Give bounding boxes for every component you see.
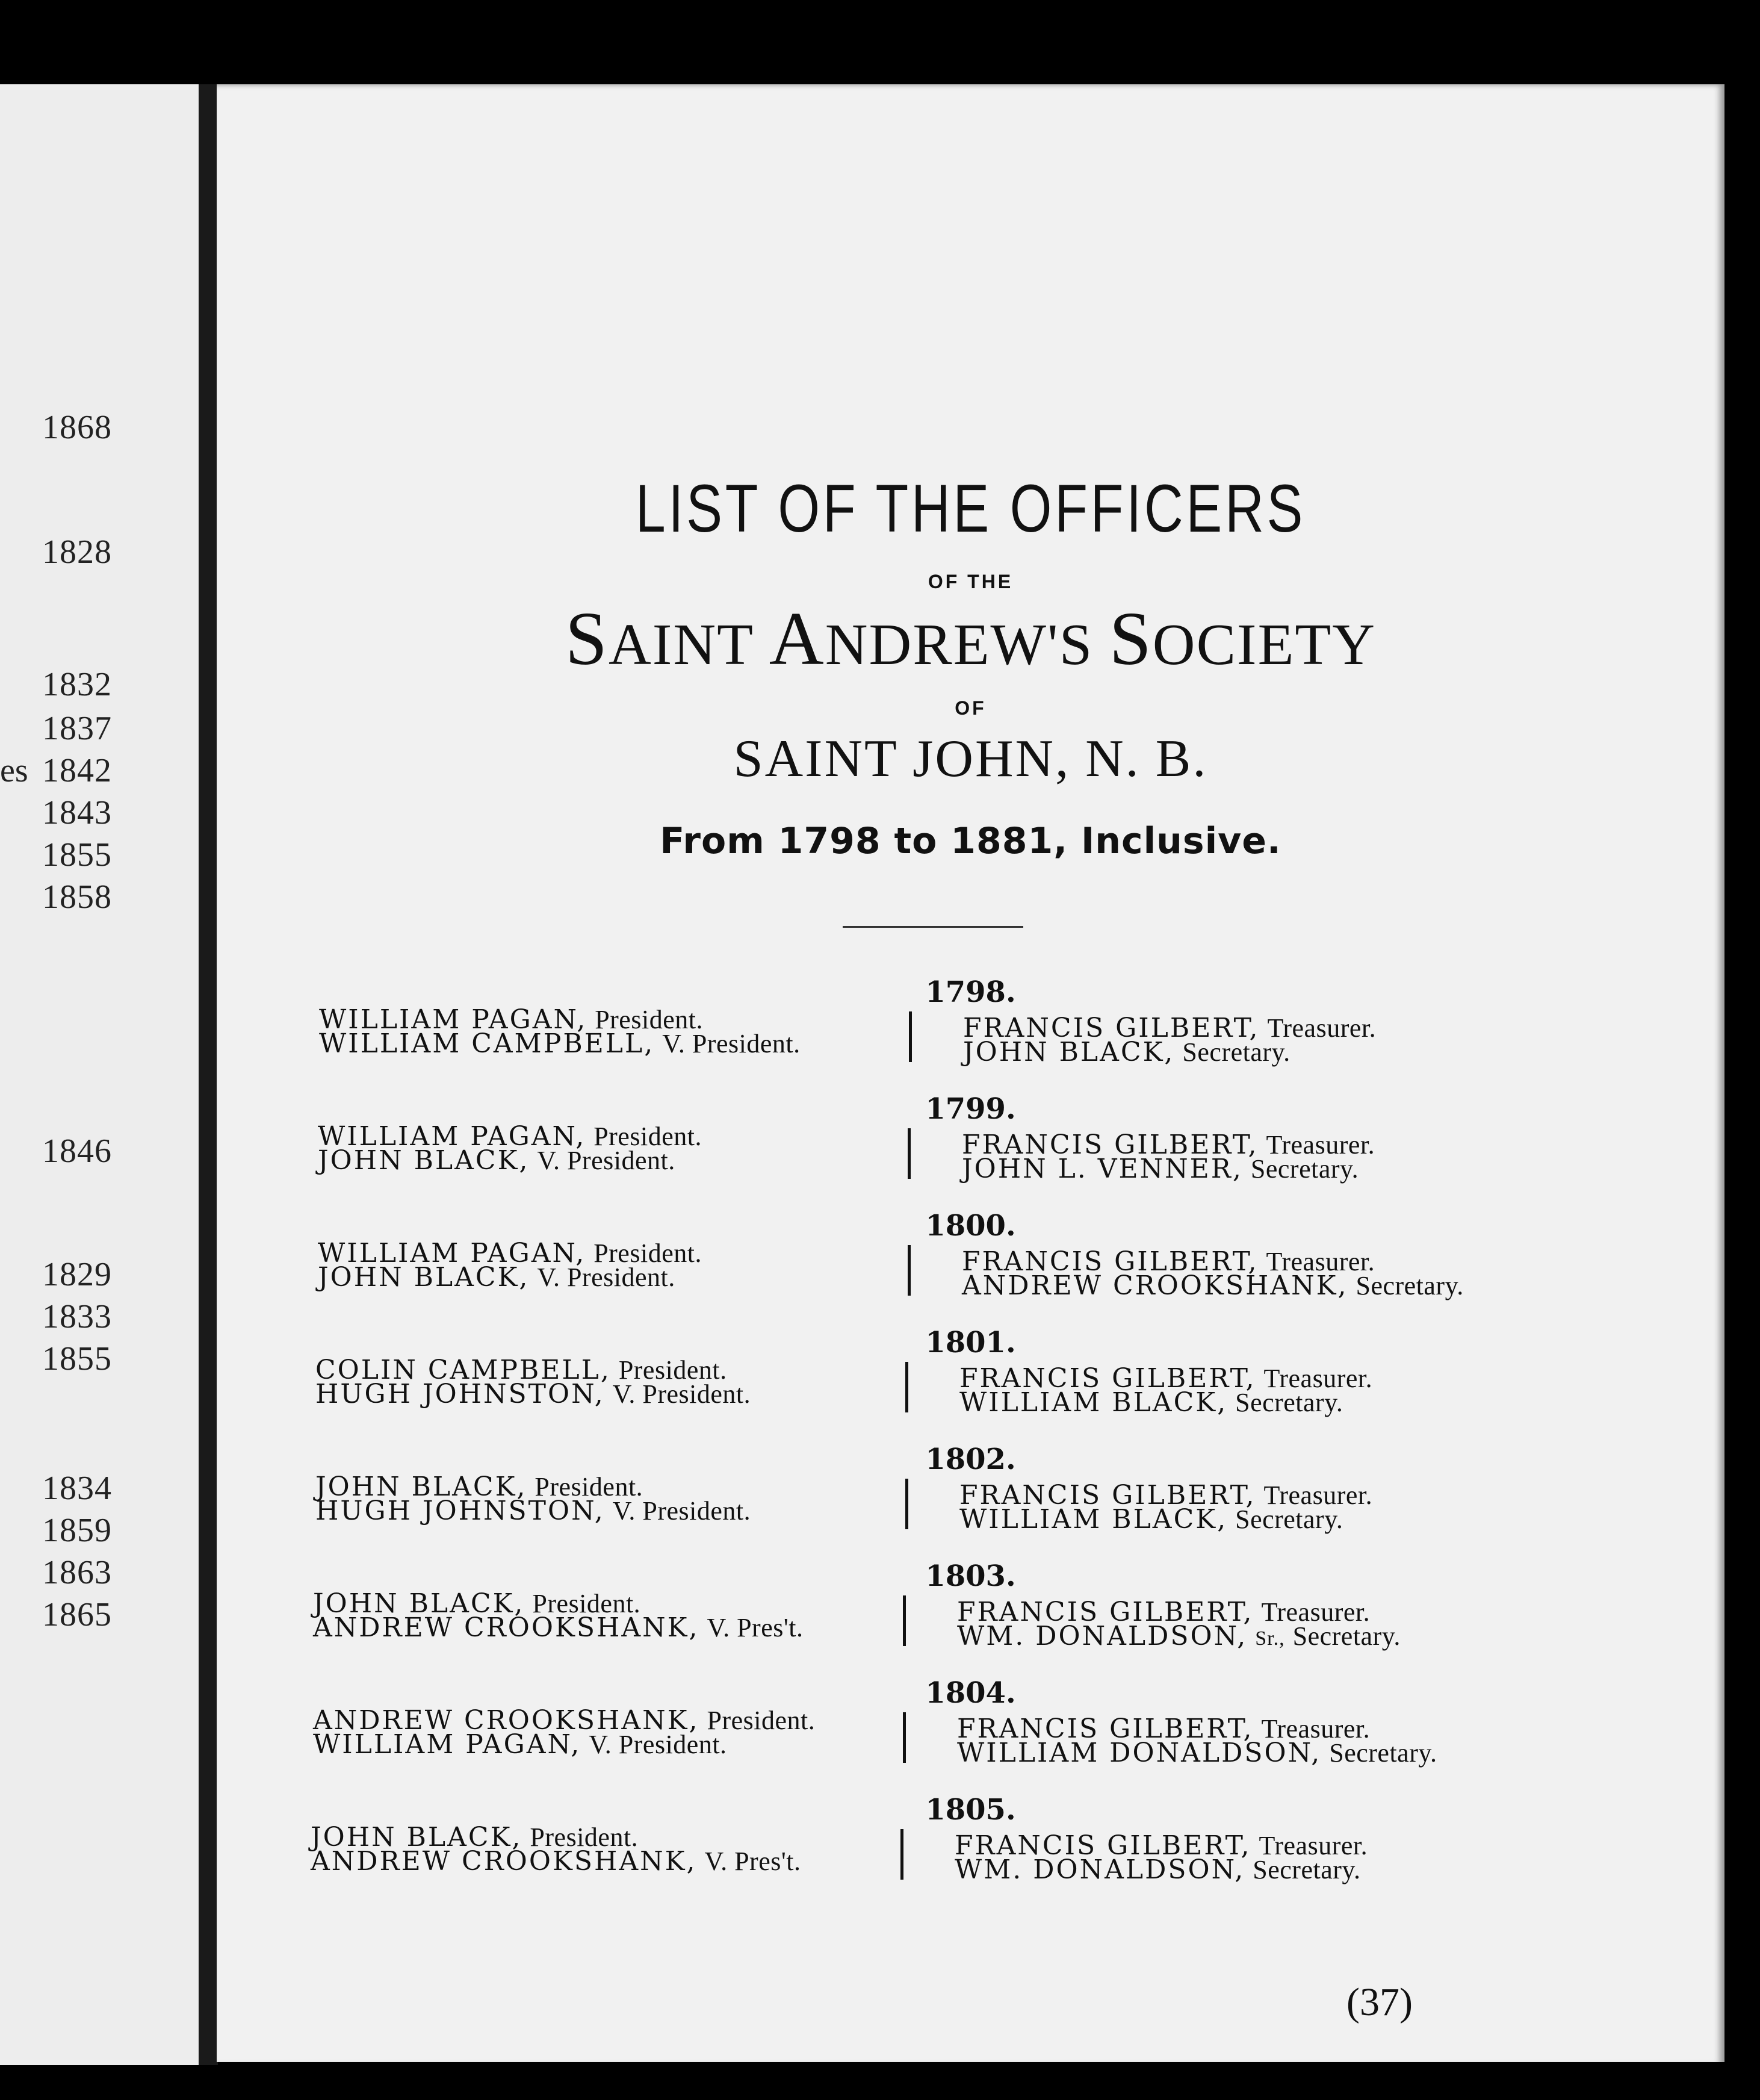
- officer-role: President.: [530, 1822, 639, 1852]
- officer-name: FRANCIS GILBERT,: [957, 1713, 1254, 1744]
- title-of: OF: [955, 697, 987, 719]
- officer-line-left: [313, 1729, 727, 1760]
- officer-role: Secretary.: [1182, 1037, 1291, 1067]
- title-city: SAINT JOHN, N. B.: [733, 730, 1208, 788]
- officer-name: WILLIAM DONALDSON,: [957, 1738, 1322, 1768]
- initial-cap: S: [565, 597, 609, 681]
- margin-year: 1868: [42, 409, 112, 446]
- officer-line-right: [959, 1504, 1343, 1535]
- column-separator: [908, 1245, 911, 1296]
- officer-line-right: [955, 1854, 1361, 1885]
- officer-name: ANDREW CROOKSHANK,: [311, 1846, 697, 1877]
- column-separator: [903, 1595, 906, 1646]
- officer-name: WILLIAM PAGAN,: [319, 1004, 587, 1035]
- officer-name: JOHN BLACK,: [315, 1471, 527, 1502]
- officer-name: HUGH JOHNSTON,: [315, 1379, 605, 1409]
- initial-cap: A: [769, 597, 825, 681]
- officer-name: WM. DONALDSON,: [957, 1621, 1248, 1651]
- year-heading: 1798.: [925, 975, 1016, 1009]
- officer-role: V. President.: [589, 1730, 727, 1759]
- officer-role: V. Pres't.: [704, 1847, 801, 1876]
- officer-line-left: [319, 1028, 801, 1059]
- margin-year: 1863: [42, 1554, 112, 1591]
- officer-line-right: [962, 1270, 1464, 1301]
- officer-name: WM. DONALDSON,: [955, 1854, 1245, 1885]
- officer-name: FRANCIS GILBERT,: [959, 1363, 1256, 1394]
- officer-line-right: [959, 1387, 1343, 1418]
- margin-year: 1843: [42, 794, 112, 831]
- officer-role: V. President.: [612, 1496, 751, 1526]
- officer-name: FRANCIS GILBERT,: [962, 1129, 1259, 1160]
- margin-year: 1842: [42, 752, 112, 789]
- officer-role: Treasurer.: [1266, 1247, 1375, 1276]
- margin-year: 1858: [42, 878, 112, 916]
- officer-role: President.: [707, 1706, 816, 1735]
- officer-role: Secretary.: [1250, 1154, 1359, 1184]
- officer-role: Secretary.: [1292, 1621, 1401, 1651]
- officer-name: JOHN L. VENNER,: [962, 1154, 1243, 1184]
- officer-role: Treasurer.: [1266, 1130, 1375, 1160]
- margin-year: 1865: [42, 1596, 112, 1633]
- officer-role: President.: [595, 1005, 703, 1034]
- officer-name: WILLIAM CAMPBELL,: [319, 1028, 655, 1059]
- officer-role: Treasurer.: [1263, 1480, 1373, 1510]
- small-caps: AINT: [609, 612, 769, 677]
- officer-role: President.: [593, 1238, 702, 1268]
- officer-name: HUGH JOHNSTON,: [315, 1496, 605, 1526]
- officer-name: WILLIAM PAGAN,: [318, 1121, 586, 1152]
- officer-role: Treasurer.: [1261, 1597, 1371, 1627]
- document-page: [217, 84, 1724, 2062]
- officer-role: V. President.: [537, 1263, 675, 1292]
- year-heading: 1802.: [925, 1443, 1016, 1476]
- officer-role: President.: [593, 1122, 702, 1151]
- officer-name: JOHN BLACK,: [963, 1037, 1175, 1067]
- officer-line-left: [313, 1612, 804, 1643]
- title-of-the: OF THE: [928, 571, 1014, 592]
- officer-role: Treasurer.: [1259, 1831, 1368, 1860]
- margin-year: 1829: [42, 1256, 112, 1293]
- margin-year: 1833: [42, 1298, 112, 1335]
- margin-year: 1846: [42, 1132, 112, 1170]
- officer-line-left: [315, 1496, 751, 1526]
- officer-name: WILLIAM PAGAN,: [318, 1238, 586, 1269]
- title-date-range: From 1798 to 1881, Inclusive.: [660, 820, 1281, 862]
- officer-line-right: [957, 1621, 1401, 1651]
- officer-name: ANDREW CROOKSHANK,: [313, 1705, 699, 1736]
- officer-line-right: [963, 1037, 1291, 1067]
- officer-name: FRANCIS GILBERT,: [955, 1830, 1251, 1861]
- officer-role: Treasurer.: [1261, 1714, 1371, 1744]
- officer-name: FRANCIS GILBERT,: [959, 1480, 1256, 1511]
- year-heading: 1800.: [925, 1209, 1016, 1243]
- officer-line-left: [318, 1262, 675, 1293]
- officer-line-right: [962, 1154, 1359, 1184]
- column-separator: [908, 1128, 911, 1179]
- officer-role: Secretary.: [1235, 1505, 1343, 1534]
- officer-name: JOHN BLACK,: [313, 1588, 525, 1619]
- margin-year: 1828: [42, 533, 112, 571]
- officer-name: JOHN BLACK,: [311, 1822, 522, 1853]
- margin-year: 1837: [42, 710, 112, 747]
- year-heading: 1805.: [925, 1793, 1016, 1827]
- officer-role: Secretary.: [1356, 1271, 1464, 1300]
- officer-role: V. Pres't.: [707, 1613, 804, 1642]
- left-page-fragment: [0, 84, 218, 2065]
- margin-year: 1832: [42, 666, 112, 703]
- officer-name: COLIN CAMPBELL,: [315, 1355, 611, 1385]
- officer-name: ANDREW CROOKSHANK,: [313, 1612, 699, 1643]
- year-heading: 1803.: [925, 1559, 1016, 1593]
- officer-role: V. President.: [612, 1379, 751, 1409]
- officer-line-left: [315, 1379, 751, 1409]
- officer-name: WILLIAM BLACK,: [959, 1504, 1228, 1535]
- officer-role: Secretary.: [1253, 1855, 1361, 1884]
- officer-name: JOHN BLACK,: [318, 1145, 530, 1176]
- officer-role: Treasurer.: [1263, 1364, 1373, 1393]
- officer-name: FRANCIS GILBERT,: [963, 1013, 1260, 1043]
- year-heading: 1799.: [925, 1092, 1016, 1126]
- officer-line-right: [957, 1738, 1437, 1768]
- margin-year: 1855: [42, 1340, 112, 1378]
- officer-role: Treasurer.: [1267, 1013, 1377, 1043]
- margin-year: 1859: [42, 1512, 112, 1549]
- divider-rule: [843, 926, 1023, 928]
- margin-fragment: es: [0, 752, 28, 789]
- column-separator: [905, 1479, 908, 1529]
- initial-cap: S: [1109, 597, 1153, 681]
- officer-line-left: [311, 1846, 801, 1877]
- officer-name: FRANCIS GILBERT,: [957, 1597, 1254, 1627]
- title-line-1: LIST OF THE OFFICERS: [635, 471, 1306, 546]
- small-caps: OCIETY: [1152, 612, 1377, 677]
- page-number: (37): [1346, 1980, 1413, 2024]
- officer-role: Secretary.: [1235, 1388, 1343, 1417]
- column-separator: [909, 1011, 912, 1062]
- officer-name: FRANCIS GILBERT,: [962, 1246, 1259, 1277]
- column-separator: [900, 1829, 903, 1880]
- officer-role: President.: [535, 1472, 643, 1502]
- margin-year: 1834: [42, 1470, 112, 1507]
- officer-role: Secretary.: [1329, 1738, 1437, 1768]
- year-heading: 1804.: [925, 1676, 1016, 1710]
- small-caps: NDREW'S: [825, 612, 1109, 677]
- officer-name: WILLIAM PAGAN,: [313, 1729, 581, 1760]
- officer-line-left: [318, 1145, 675, 1176]
- officer-role: President.: [618, 1355, 727, 1385]
- senior-suffix: Sr.,: [1255, 1627, 1285, 1650]
- book-gutter: [199, 84, 218, 2065]
- officer-name: WILLIAM BLACK,: [959, 1387, 1228, 1418]
- officer-name: ANDREW CROOKSHANK,: [962, 1270, 1348, 1301]
- column-separator: [905, 1362, 908, 1412]
- year-heading: 1801.: [925, 1326, 1016, 1359]
- column-separator: [903, 1712, 906, 1763]
- officer-role: V. President.: [537, 1146, 675, 1175]
- officer-name: JOHN BLACK,: [318, 1262, 530, 1293]
- officer-role: V. President.: [662, 1029, 801, 1058]
- officer-role: President.: [532, 1589, 641, 1618]
- title-society-name: [217, 596, 1724, 683]
- margin-year: 1855: [42, 836, 112, 874]
